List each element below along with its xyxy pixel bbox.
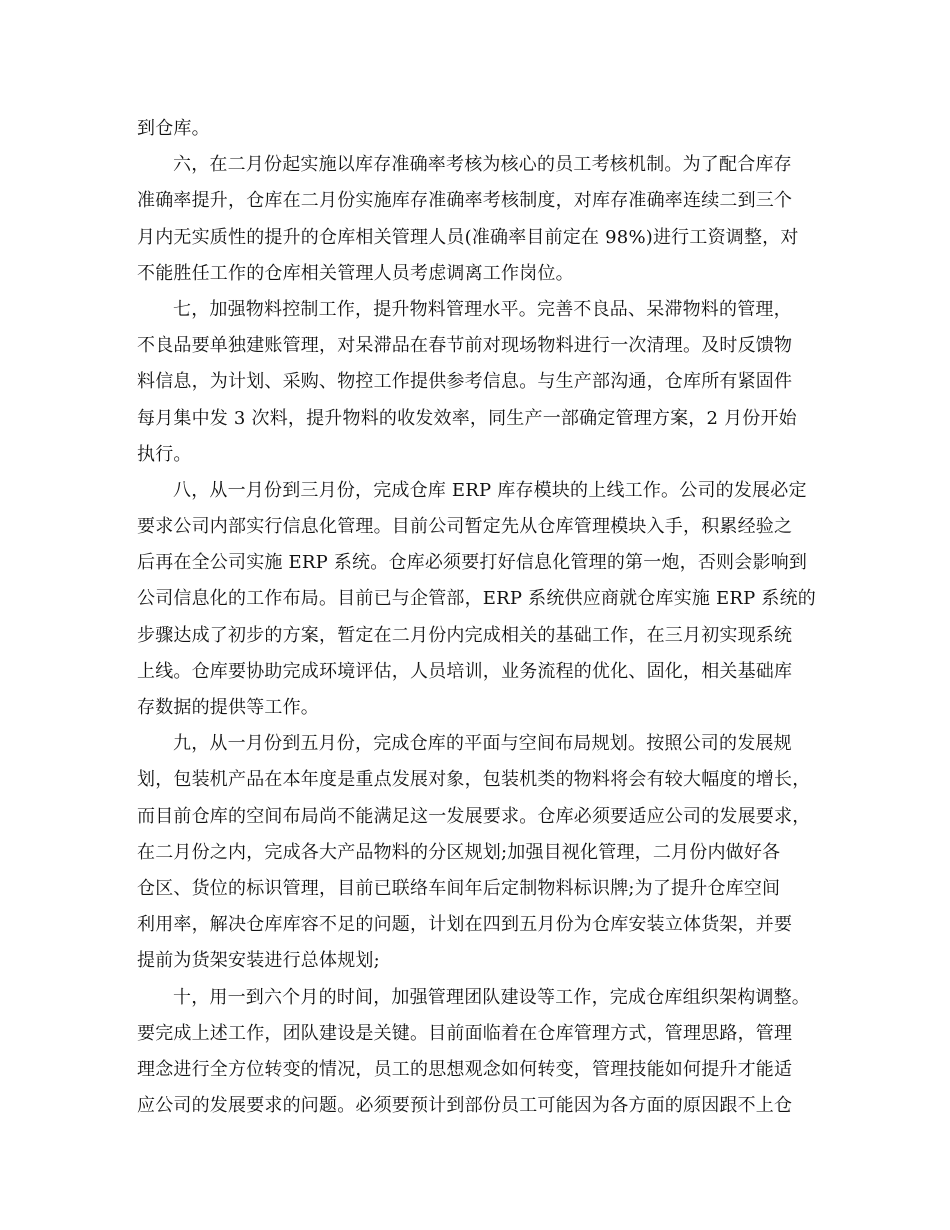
text-line: 不能胜任工作的仓库相关管理人员考虑调离工作岗位。 <box>137 262 574 284</box>
text-line: 要完成上述工作，团队建设是关键。目前面临着在仓库管理方式，管理思路，管理 <box>137 1022 793 1044</box>
text-line: 上线。仓库要协助完成环境评估，人员培训，业务流程的优化、固化，相关基础库 <box>137 660 793 682</box>
text-line: 公司信息化的工作布局。目前已与企管部，ERP 系统供应商就仓库实施 ERP 系统的 <box>137 588 816 610</box>
text-line: 后再在全公司实施 ERP 系统。仓库必须要打好信息化管理的第一炮，否则会影响到 <box>137 552 808 574</box>
paragraph-start-8: 八，从一月份到三月份，完成仓库 ERP 库存模块的上线工作。公司的发展必定 <box>173 479 807 501</box>
text-line: 理念进行全方位转变的情况，员工的思想观念如何转变，管理技能如何提升才能适 <box>137 1058 793 1080</box>
text-line: 存数据的提供等工作。 <box>137 697 319 718</box>
document-body <box>137 111 827 1124</box>
text-line: 到仓库。 <box>137 118 210 139</box>
text-line: 利用率，解决仓库库容不足的问题，计划在四到五月份为仓库安装立体货架，并要 <box>137 914 793 936</box>
text-line: 不良品要单独建账管理，对呆滞品在春节前对现场物料进行一次清理。及时反馈物 <box>137 335 793 357</box>
paragraph-start-9: 九，从一月份到五月份，完成仓库的平面与空间布局规划。按照公司的发展规 <box>173 733 792 755</box>
text-line: 执行。 <box>137 443 192 465</box>
text-line: 料信息，为计划、采购、物控工作提供参考信息。与生产部沟通，仓库所有紧固件 <box>137 371 793 393</box>
text-line: 月内无实质性的提升的仓库相关管理人员(准确率目前定在 98%)进行工资调整，对 <box>137 226 799 248</box>
text-line: 而目前仓库的空间布局尚不能满足这一发展要求。仓库必须要适应公司的发展要求， <box>137 805 811 827</box>
text-line: 准确率提升，仓库在二月份实施库存准确率考核制度，对库存准确率连续二到三个 <box>137 190 793 212</box>
text-line: 每月集中发 3 次料，提升物料的收发效率，同生产一部确定管理方案，2 月份开始 <box>137 407 797 429</box>
text-line: 仓区、货位的标识管理，目前已联络车间年后定制物料标识牌;为了提升仓库空间 <box>137 877 781 899</box>
text-line: 划，包装机产品在本年度是重点发展对象，包装机类的物料将会有较大幅度的增长， <box>137 769 811 791</box>
text-line: 要求公司内部实行信息化管理。目前公司暂定先从仓库管理模块入手，积累经验之 <box>137 516 793 538</box>
text-line: 提前为货架安装进行总体规划; <box>137 950 380 972</box>
text-line: 在二月份之内，完成各大产品物料的分区规划;加强目视化管理，二月份内做好各 <box>137 841 781 863</box>
text-line: 步骤达成了初步的方案，暂定在二月份内完成相关的基础工作，在三月初实现系统 <box>137 624 793 646</box>
text-line: 应公司的发展要求的问题。必须要预计到部份员工可能因为各方面的原因跟不上仓 <box>137 1095 793 1117</box>
paragraph-start-10: 十，用一到六个月的时间，加强管理团队建设等工作，完成仓库组织架构调整。 <box>173 986 810 1008</box>
paragraph-start-6: 六，在二月份起实施以库存准确率考核为核心的员工考核机制。为了配合库存 <box>173 154 792 176</box>
paragraph-start-7: 七，加强物料控制工作，提升物料管理水平。完善不良品、呆滞物料的管理， <box>173 298 792 320</box>
